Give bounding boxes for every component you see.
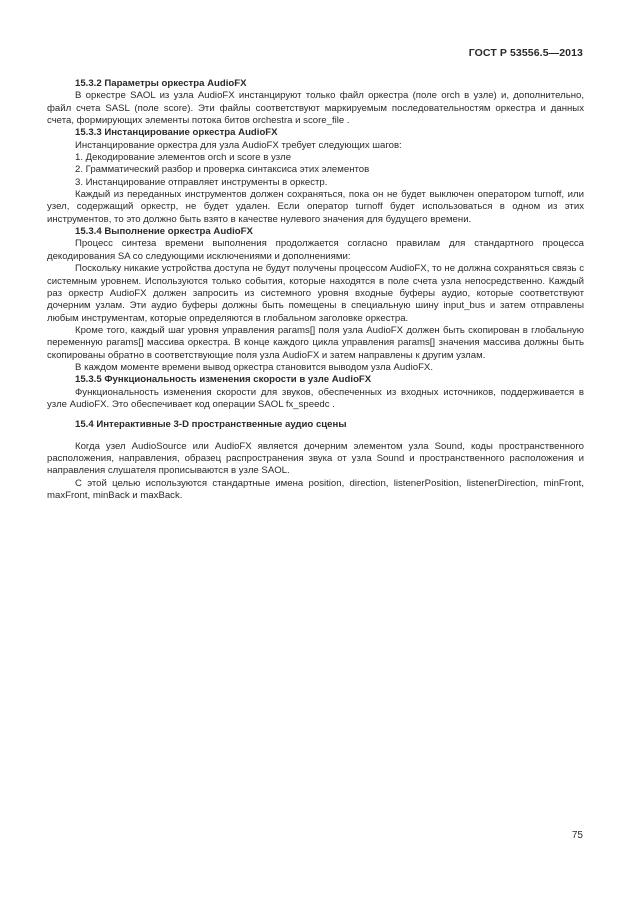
list-item-step-1: 1. Декодирование элементов orch и score в узле xyxy=(75,152,292,164)
paragraph-instrument-persistence: Каждый из переданных инструментов должен сохраняться, пока он не будет выключен оператором turnoff, или узел, содержащий оркестр, не будет удален. Если оператор turnoff будет использоваться в одном из этих инструментов, то это должно быть взято в качестве нулевого значения для будущего времени. xyxy=(47,189,584,225)
heading-15-4: 15.4 Интерактивные 3-D пространственные аудио сцены xyxy=(75,419,347,431)
document-code: ГОСТ Р 53556.5—2013 xyxy=(468,47,583,59)
document-body xyxy=(47,78,584,502)
paragraph-standard-names: С этой целью используются стандартные имена position, direction, listenerPosition, listenerDirection, minFront, maxFront, minBack и maxBack. xyxy=(47,477,584,501)
page-number: 75 xyxy=(571,830,583,841)
paragraph-runtime-synthesis: Процесс синтеза времени выполнения продолжается согласно правилам для стандартного процесса декодирования SA со следующими исключениями и дополнениями: xyxy=(47,238,584,262)
paragraph-speed-change: Функциональность изменения скорости для звуков, обеспеченных из входных источников, поддерживается в узле AudioFX. Это обеспечивает код операции SAOL fx_speedc . xyxy=(47,386,584,410)
heading-15-3-3: 15.3.3 Инстанцирование оркестра AudioFX xyxy=(75,127,278,139)
paragraph-orchestra-params: В оркестре SAOL из узла AudioFX инстанцируют только файл оркестра (поле orch в узле) и, дополнительно, файл счета SASL (поле score). Эти файлы соответствуют маркируемым последовательностям оркестра и данных счета, формирующих элементы потока битов orchestra и score_file . xyxy=(47,90,584,127)
heading-15-3-2: 15.3.2 Параметры оркестра AudioFX xyxy=(75,78,247,89)
list-item-step-3: 3. Инстанцирование отправляет инструменты в оркестр. xyxy=(75,176,328,188)
paragraph-orchestra-output: В каждом моменте времени вывод оркестра становится выводом узла AudioFX. xyxy=(75,361,433,373)
paragraph-instantiation-intro: Инстанцирование оркестра для узла AudioFX требует следующих шагов: xyxy=(75,139,402,151)
paragraph-system-level: Поскольку никакие устройства доступа не будут получены процессом AudioFX, то не должна сохраняться связь с системным уровнем. Используются только события, которые находятся в поле счета узла непосредственно. Каждый раз оркестр AudioFX должен запросить из системного уровня входные буферы аудио, которые соответствуют дочерним узлам. Эти аудио буферы должны быть помещены в специальную шину input_bus и затем отправлены любым инструментам, которые определяются в глобальном заголовке оркестра. xyxy=(47,263,584,324)
paragraph-params-copy: Кроме того, каждый шаг уровня управления params[] поля узла AudioFX должен быть скопирован в глобальную переменную params[] массива оркестра. В конце каждого цикла управления params[] значения массива должны быть скопированы обратно в соответствующие поля узла AudioFX и затем направлены к другим узлам. xyxy=(47,324,584,361)
paragraph-spatial-audio: Когда узел AudioSource или AudioFX является дочерним элементом узла Sound, коды пространственного расположения, направления, образец распространения звука от узла Sound и пространственного расположения и направления слушателя прописываются в узле SAOL. xyxy=(47,440,584,477)
heading-15-3-5: 15.3.5 Функциональность изменения скорости в узле AudioFX xyxy=(75,374,372,386)
list-item-step-2: 2. Грамматический разбор и проверка синтаксиса этих элементов xyxy=(75,164,370,176)
heading-15-3-4: 15.3.4 Выполнение оркестра AudioFX xyxy=(75,226,253,238)
